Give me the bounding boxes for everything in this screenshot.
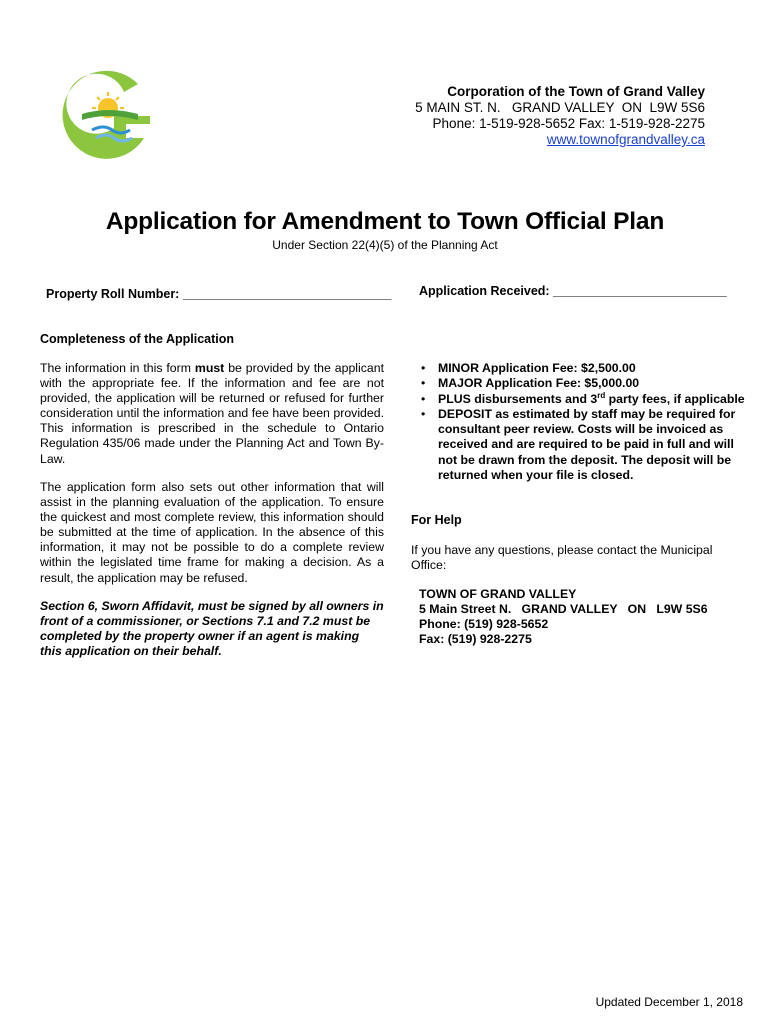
para1-emphasis: must (194, 361, 225, 375)
contact-phone: Phone: (519) 928-5652 (419, 617, 549, 631)
header-organization: Corporation of the Town of Grand Valley (447, 84, 705, 99)
affidavit-notice: Section 6, Sworn Affidavit, must be signed by all owners in front of a commissioner, or Sections 7.1 and 7.2 must be completed by the property owner if an agent is making this application on their behalf. (40, 599, 384, 659)
fee-list (419, 361, 749, 483)
fee-plus-superscript: rd (597, 390, 606, 400)
contact-address: 5 Main Street N. GRAND VALLEY ON L9W 5S6 (419, 602, 708, 616)
fee-item-minor (419, 361, 749, 376)
header-phone-fax: Phone: 1-519-928-5652 Fax: 1-519-928-2275 (432, 116, 705, 131)
fee-item-deposit (419, 407, 749, 483)
page-title: Application for Amendment to Town Official Plan (105, 208, 665, 235)
page-subtitle: Under Section 22(4)(5) of the Planning Act (272, 238, 498, 252)
completeness-heading: Completeness of the Application (40, 332, 235, 346)
header-address: 5 MAIN ST. N. GRAND VALLEY ON L9W 5S6 (415, 100, 705, 115)
fee-plus-text-end: party fees, if applicable (605, 391, 745, 406)
para1-text-start: The information in this form (40, 361, 195, 375)
fee-item-plus (419, 392, 749, 407)
fee-major-text: MAJOR Application Fee: $5,000.00 (438, 376, 640, 391)
fee-deposit-text: DEPOSIT as estimated by staff may be required for consultant peer review. Costs will be invoiced as received and are required to be paid in full and will not be drawn from the deposit. The deposit will be returned when your file is closed. (438, 406, 736, 483)
updated-date: Updated December 1, 2018 (595, 995, 743, 1009)
fee-item-major (419, 376, 749, 391)
contact-fax: Fax: (519) 928-2275 (419, 632, 532, 646)
header-website-link[interactable]: www.townofgrandvalley.ca (546, 132, 705, 147)
contact-name: TOWN OF GRAND VALLEY (419, 587, 577, 601)
town-logo (52, 66, 164, 166)
application-received-field[interactable]: Application Received: _________________________ (419, 284, 727, 298)
para1-text-end: be provided by the applicant with the appropriate fee. If the information and fee are not provided, the application will be returned or refused for further consideration until the information and fee have been provided. This information is prescribed in the schedule to Ontario Regulation 435/06 made under the Planning Act and Town By-Law. (40, 361, 384, 466)
fee-plus-text-start: PLUS disbursements and 3 (438, 391, 598, 406)
fee-minor-text: MINOR Application Fee: $2,500.00 (438, 361, 636, 375)
help-heading: For Help (411, 513, 462, 527)
help-text: If you have any questions, please contact the Municipal Office: (411, 543, 713, 573)
completeness-paragraph-2: The application form also sets out other information that will assist in the planning evaluation of the application. To ensure the quickest and most complete review, this information should be submitted at the time of application. In the absence of this information, it may not be possible to do a complete review within the legislated time frame for making a decision. As a result, the application may be refused. (40, 480, 384, 585)
completeness-paragraph-1 (40, 361, 384, 467)
property-roll-number-field[interactable]: Property Roll Number: ______________________________ (46, 287, 392, 301)
